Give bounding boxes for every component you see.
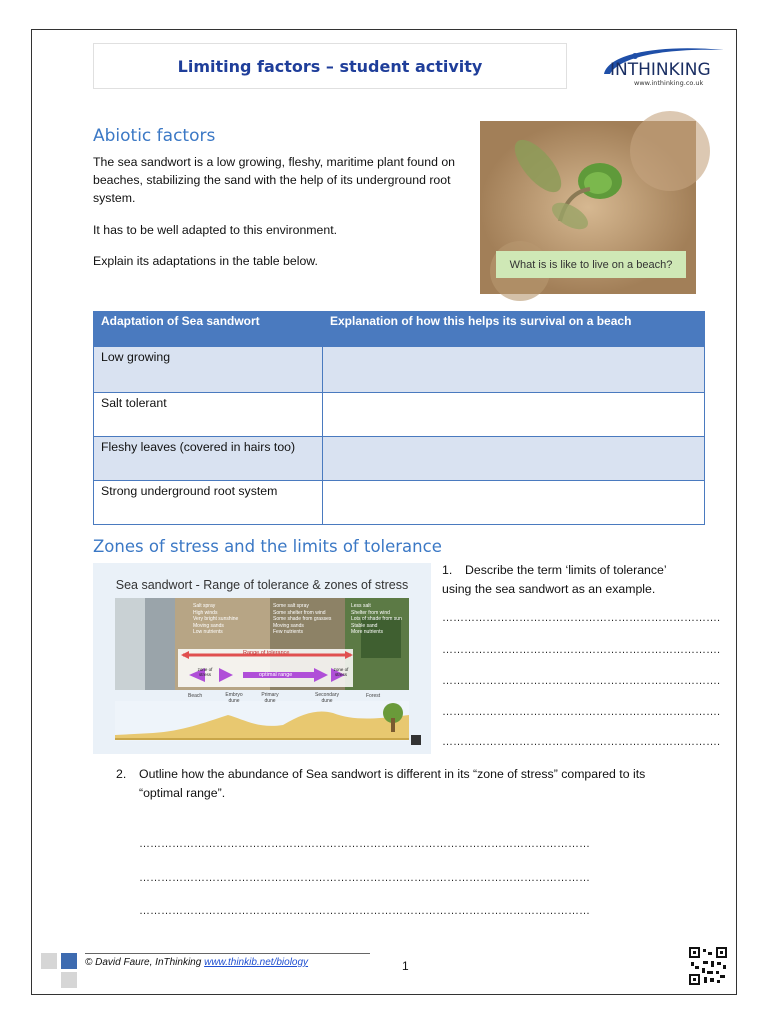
table-header-adaptation: Adaptation of Sea sandwort [94, 312, 323, 347]
table-row [94, 347, 705, 393]
profile-label-forest: Forest [366, 693, 381, 699]
question-2-number: 2. [116, 767, 127, 781]
optimal-range-label: optimal range [259, 672, 293, 678]
diagram-title: Sea sandwort - Range of tolerance & zones of stress [115, 578, 409, 592]
explanation-cell[interactable] [323, 481, 705, 525]
qr-code-icon [689, 947, 727, 985]
profile-label-secondary: Secondary dune [315, 692, 339, 704]
diagram-right-list: Less salt Shelter from wind Lots of shade from sun Stable sand More nutrients [351, 603, 402, 635]
abiotic-paragraph-2: It has to be well adapted to this environment. [93, 223, 338, 237]
profile-label-beach: Beach [188, 693, 203, 699]
abiotic-paragraph-3: Explain its adaptations in the table below. [93, 254, 318, 268]
range-of-tolerance-label: Range of tolerance [243, 650, 290, 656]
question-1-number: 1. [442, 563, 453, 577]
zone-of-stress-left-label: zone of stress [197, 667, 213, 677]
answer-line[interactable]: …………………………………………………………………. [442, 675, 721, 687]
diagram-graphic [93, 563, 431, 754]
tolerance-diagram [93, 563, 431, 754]
profile-label-primary: Primary dune [261, 692, 279, 704]
answer-line[interactable]: …………………………………………………………………………………………………………… [139, 872, 590, 884]
table-row [94, 481, 705, 525]
adaptation-cell: Fleshy leaves (covered in hairs too) [94, 437, 323, 481]
logo-url: www.inthinking.co.uk [634, 79, 704, 87]
abiotic-paragraph-1: The sea sandwort is a low growing, fleshy, maritime plant found on beaches, stabilizing the sand with the help of its underground root system. [93, 155, 456, 205]
answer-line[interactable]: …………………………………………………………………………………………………………… [139, 838, 590, 850]
footer-square-decoration [61, 972, 77, 988]
zones-heading: Zones of stress and the limits of tolerance [93, 537, 442, 556]
question-1-text-line1: Describe the term ‘limits of tolerance’ [465, 563, 667, 577]
zone-of-stress-right-label: zone of stress [333, 667, 349, 677]
question-2-text-line2: “optimal range”. [139, 786, 226, 800]
footer-square-decoration [41, 953, 57, 969]
adaptation-cell: Low growing [94, 347, 323, 393]
footer-divider [85, 953, 370, 954]
question-2-text-line1: Outline how the abundance of Sea sandwort is different in its “zone of stress” compared to its [139, 767, 646, 781]
table-row [94, 437, 705, 481]
footer-link[interactable]: www.thinkib.net/biology [204, 957, 309, 968]
inthinking-logo [598, 42, 728, 92]
diagram-mid-list: Some salt spray Some shelter from wind Some shade from grasses Moving sands Few nutrients [273, 603, 332, 635]
answer-line[interactable]: …………………………………………………………………………………………………………… [139, 905, 590, 917]
explanation-cell[interactable] [323, 437, 705, 481]
page-title: Limiting factors – student activity [177, 56, 483, 76]
photo-caption: What is is like to live on a beach? [496, 251, 686, 278]
page-number: 1 [402, 959, 409, 973]
sea-sandwort-photo [480, 121, 696, 294]
explanation-cell[interactable] [323, 347, 705, 393]
diagram-left-list: Salt spray High winds Very bright sunshine Moving sands Low nutrients [193, 603, 239, 635]
profile-label-embryo: Embryo dune [225, 692, 243, 704]
table-header-explanation: Explanation of how this helps its survival on a beach [323, 312, 705, 347]
adaptation-table [93, 311, 705, 525]
answer-line[interactable]: …………………………………………………………………. [442, 612, 721, 624]
answer-line[interactable]: …………………………………………………………………. [442, 706, 721, 718]
answer-line[interactable]: …………………………………………………………………. [442, 736, 721, 748]
logo-text: INTHINKING [610, 60, 711, 80]
footer-credit [85, 957, 308, 968]
footer-credit-text: © David Faure, InThinking [85, 957, 205, 968]
table-row [94, 393, 705, 437]
answer-line[interactable]: …………………………………………………………………. [442, 644, 721, 656]
adaptation-cell: Salt tolerant [94, 393, 323, 437]
footer-square-decoration [61, 953, 77, 969]
question-1-text-line2: using the sea sandwort as an example. [442, 582, 656, 596]
adaptation-cell: Strong underground root system [94, 481, 323, 525]
explanation-cell[interactable] [323, 393, 705, 437]
abiotic-heading: Abiotic factors [93, 126, 216, 146]
title-box [93, 43, 567, 89]
